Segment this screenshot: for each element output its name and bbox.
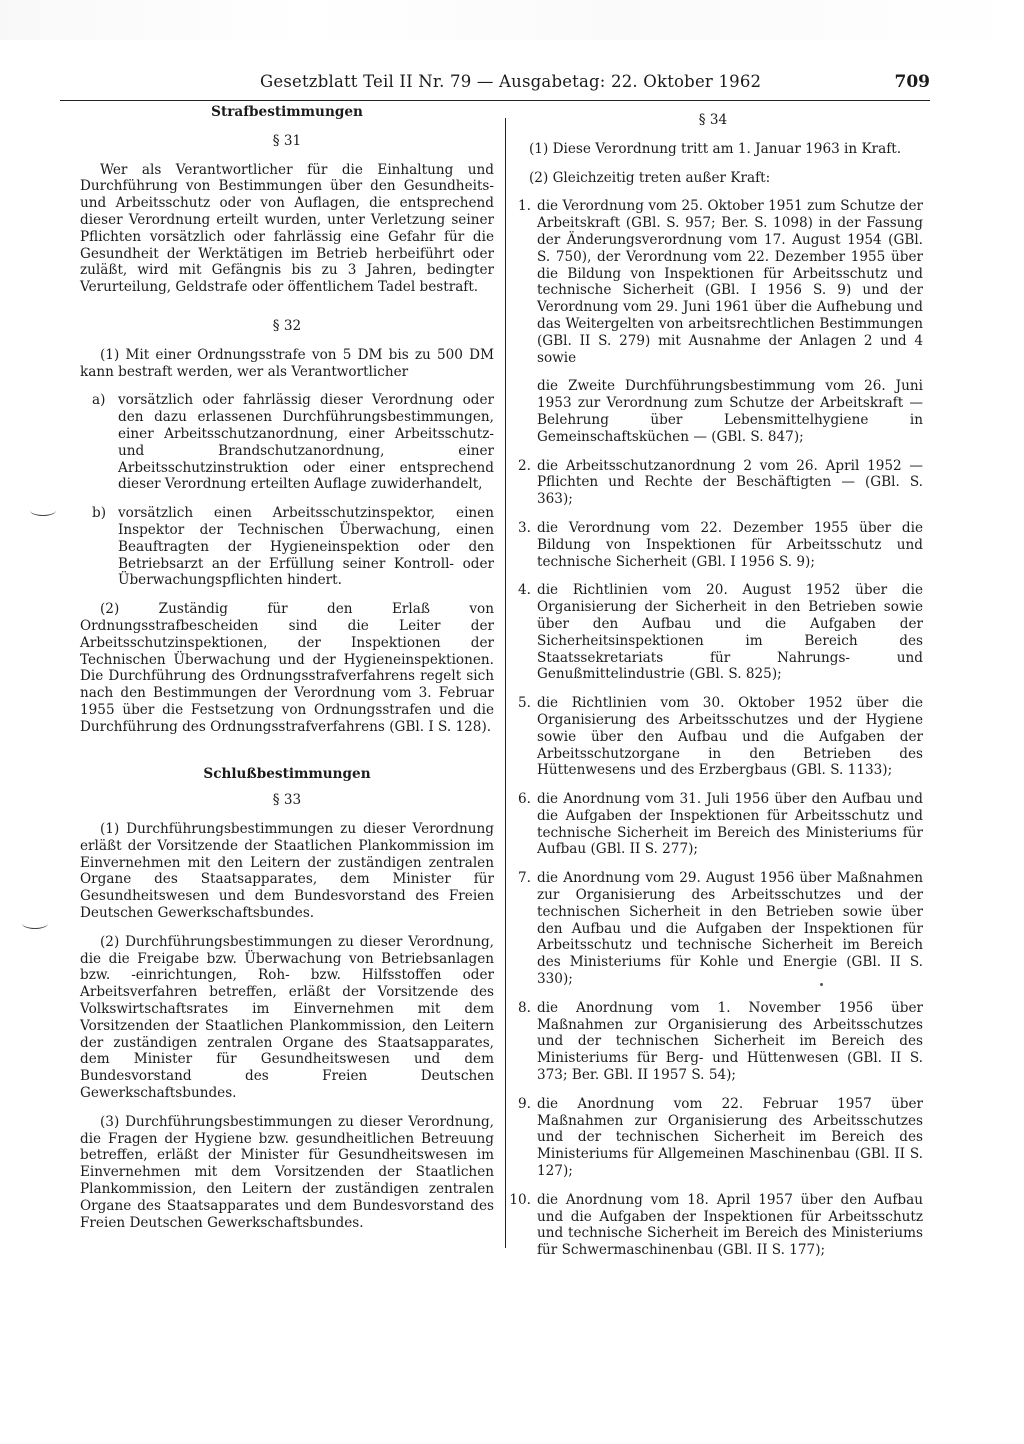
paragraph-33-1: (1) Durchführungsbestimmungen zu dieser Verordnung erläßt der Vorsitzende der Staatlichen Plankommission im Einvernehmen mit den Leitern der zuständigen zentralen Organe des Staatsapparates, dem Minister für Gesundheitswesen und dem Bundesvorstand des Freien Deutschen Gewerkschaftsbundes. bbox=[80, 821, 494, 922]
list-item-label: 4. bbox=[518, 582, 531, 599]
list-item bbox=[503, 458, 923, 508]
list-item-label: b) bbox=[92, 505, 107, 522]
paragraph-32-number: § 32 bbox=[272, 317, 302, 334]
margin-tick-mark bbox=[22, 918, 48, 929]
paragraph-32-2: (2) Zuständig für den Erlaß von Ordnungsstrafbescheiden sind die Leiter der Arbeitsschutzinspektionen, der Inspektionen der Technischen Überwachung und der Hygieneinspektionen. Die Durchführung des Ordnungsstrafverfahrens regelt sich nach den Bestimmungen der Verordnung vom 3. Februar 1955 über die Festsetzung von Ordnungsstrafen und die Durchführung des Ordnungsstrafverfahrens (GBl. I S. 128). bbox=[80, 601, 494, 735]
page-header bbox=[30, 72, 930, 98]
list-item-label: 6. bbox=[518, 791, 531, 808]
paragraph-33-2: (2) Durchführungsbestimmungen zu dieser Verordnung, die die Freigabe bzw. Überwachung von Betriebsanlagen bzw. -einrichtungen, Roh- bzw. Hilfsstoffen oder Arbeitsverfahren betreffen, erläßt der Vorsitzende des Volkswirtschaftsrates im Einvernehmen mit dem Vorsitzenden der Staatlichen Plankommission, den Leitern der zuständigen zentralen Organe des Staatsapparates, dem Minister für Gesundheitswesen und dem Bundesvorstand des Freien Deutschen Gewerkschaftsbundes. bbox=[80, 933, 494, 1102]
list-item-label: 10. bbox=[509, 1191, 531, 1208]
list-item-text: die Richtlinien vom 30. Oktober 1952 über die Organisierung des Arbeitsschutzes und der Hygiene sowie über den Aufbau und die Aufgaben der Arbeitsschutzorgane in den Betrieben des Hüttenwesens und des Erzbergbaus (GBl. S. 1133); bbox=[537, 695, 923, 779]
list-item-text: vorsätzlich einen Arbeitsschutzinspektor, einen Inspektor der Technischen Überwachung, einen Beauftragten der Hygieneinspektion oder den Betriebsarzt an der Erfüllung seiner Kontroll- oder Überwachungspflichten hindert. bbox=[118, 505, 494, 589]
list-item bbox=[503, 1192, 923, 1259]
list-item-text: die Richtlinien vom 20. August 1952 über die Organisierung der Sicherheit in den Betrieben sowie über den Aufbau und die Aufgaben der Sicherheitsinspektionen im Bereich des Staatssekretariats für Nahrungs- und Genußmittelindustrie (GBl. S. 825); bbox=[537, 582, 923, 683]
list-item bbox=[503, 1096, 923, 1180]
paragraph-33-3: (3) Durchführungsbestimmungen zu dieser Verordnung, die Fragen der Hygiene bzw. gesundheitlichen Betreuung betreffen, erläßt der Minister für Gesundheitswesen im Einvernehmen mit dem Vorsitzenden der Staatlichen Plankommission, den Leitern der zuständigen zentralen Organe des Staatsapparates und dem Bundesvorstand des Freien Deutschen Gewerkschaftsbundes. bbox=[80, 1113, 494, 1231]
list-item-label: 8. bbox=[518, 999, 531, 1016]
list-item-text: die Anordnung vom 29. August 1956 über Maßnahmen zur Organisierung des Arbeitsschutzes und der technischen Sicherheit in den Betrieben sowie über den Aufbau und die Aufgaben der Inspektionen für Arbeitsschutz und technische Sicherheit im Bereich des Ministeriums für Kohle und Energie (GBl. II S. 330); bbox=[537, 870, 923, 988]
paragraph-34-2: (2) Gleichzeitig treten außer Kraft: bbox=[529, 169, 771, 186]
list-item bbox=[503, 695, 923, 779]
paragraph-31-number: § 31 bbox=[272, 132, 302, 149]
list-item bbox=[503, 198, 923, 366]
list-item-label: 5. bbox=[518, 695, 531, 712]
left-column bbox=[80, 104, 494, 1243]
right-column bbox=[503, 112, 923, 1271]
header-rule bbox=[60, 100, 930, 101]
list-item-label: a) bbox=[92, 392, 106, 409]
list-item-label: 7. bbox=[518, 870, 531, 887]
list-item-text: die Arbeitsschutzanordnung 2 vom 26. April 1952 — Pflichten und Rechte der Beschäftigten — (GBl. S. 363); bbox=[537, 457, 923, 508]
list-item-text: die Anordnung vom 18. April 1957 über den Aufbau und die Aufgaben der Inspektionen für Arbeitsschutz und technische Sicherheit im Bereich des Ministeriums für Schwermaschinenbau (GBl. II S. 177); bbox=[537, 1191, 923, 1259]
list-item bbox=[503, 870, 923, 988]
list-item bbox=[503, 791, 923, 858]
list-item-continuation: die Zweite Durchführungsbestimmung vom 26. Juni 1953 zur Verordnung zum Schutze der Arbeitskraft — Belehrung über Lebensmittelhygiene in Gemeinschaftsküchen — (GBl. S. 847); bbox=[537, 378, 923, 445]
list-item bbox=[92, 505, 494, 589]
paragraph-33-number: § 33 bbox=[272, 792, 302, 809]
list-item bbox=[503, 1000, 923, 1084]
scan-speck bbox=[820, 983, 823, 986]
list-item-text: die Verordnung vom 25. Oktober 1951 zum Schutze der Arbeitskraft (GBl. S. 957; Ber. S. 1098) in der Fassung der Änderungsverordnung vom 17. August 1954 (GBl. S. 750), der Verordnung vom 22. Dezember 1955 über die Bildung von Inspektionen für Arbeitsschutz und technische Sicherheit (GBl. I 1956 S. 9) und der Verordnung vom 29. Juni 1961 über die Aufhebung und das Weitergelten von arbeitsrechtlichen Bestimmungen (GBl. II S. 279) mit Ausnahme der Anlagen 2 und 4 sowie bbox=[537, 198, 923, 366]
list-item-label: 2. bbox=[518, 457, 531, 474]
list-item bbox=[503, 582, 923, 683]
paragraph-34-number: § 34 bbox=[698, 112, 728, 128]
margin-tick-mark bbox=[30, 505, 56, 516]
section-heading-penal: Strafbestimmungen bbox=[211, 104, 363, 120]
scan-noise bbox=[0, 0, 1024, 40]
list-item-label: 9. bbox=[518, 1095, 531, 1112]
section-heading-final: Schlußbestimmungen bbox=[203, 765, 371, 782]
paragraph-31-text: Wer als Verantwortlicher für die Einhaltung und Durchführung von Bestimmungen über den Gesundheits- und Arbeitsschutz oder von Auflagen, die entsprechend dieser Verordnung erteilt wurden, unter Verletzung seiner Pflichten vorsätzlich oder fahrlässig eine Gefahr für die Gesundheit der Werktätigen im Betrieb herbeiführt oder zuläßt, wird mit Gefängnis bis zu 3 Jahren, bedingter Verurteilung, Geldstrafe oder öffentlichem Tadel bestraft. bbox=[80, 161, 494, 296]
list-item-text: die Anordnung vom 31. Juli 1956 über den Aufbau und die Aufgaben der Inspektionen für Arbeitsschutz und technische Sicherheit im Bereich des Ministeriums für Aufbau (GBl. II S. 277); bbox=[537, 791, 923, 858]
page-number: 709 bbox=[894, 72, 930, 92]
paragraph-32-intro: (1) Mit einer Ordnungsstrafe von 5 DM bis zu 500 DM kann bestraft werden, wer als Verantwortlicher bbox=[80, 346, 494, 380]
list-item-label: 1. bbox=[518, 198, 531, 215]
list-item bbox=[503, 520, 923, 570]
list-item-text: vorsätzlich oder fahrlässig dieser Verordnung oder den dazu erlassenen Durchführungsbestimmungen, einer Arbeitsschutzanordnung, einer Arbeitsschutz- und Brandschutzanordnung, einer Arbeitsschutzinstruktion oder einer entsprechend dieser Verordnung erteilten Auflage zuwiderhandelt, bbox=[118, 392, 494, 493]
list-item-text: die Verordnung vom 22. Dezember 1955 über die Bildung von Inspektionen für Arbeitsschutz und technische Sicherheit (GBl. I 1956 S. 9); bbox=[537, 519, 923, 570]
list-item-text: die Anordnung vom 22. Februar 1957 über Maßnahmen zur Organisierung des Arbeitsschutzes und der technischen Sicherheit im Bereich des Ministeriums für Allgemeinen Maschinenbau (GBl. II S. 127); bbox=[537, 1095, 923, 1180]
list-item bbox=[92, 392, 494, 493]
header-title: Gesetzblatt Teil II Nr. 79 — Ausgabetag: 22. Oktober 1962 bbox=[260, 72, 762, 91]
list-item-label: 3. bbox=[518, 519, 531, 536]
list-item-text: die Anordnung vom 1. November 1956 über Maßnahmen zur Organisierung des Arbeitsschutzes und der technischen Sicherheit im Bereich des Ministeriums für Berg- und Hüttenwesen (GBl. II S. 373; Ber. GBl. II 1957 S. 54); bbox=[537, 999, 923, 1084]
paragraph-34-1: (1) Diese Verordnung tritt am 1. Januar 1963 in Kraft. bbox=[529, 140, 902, 157]
